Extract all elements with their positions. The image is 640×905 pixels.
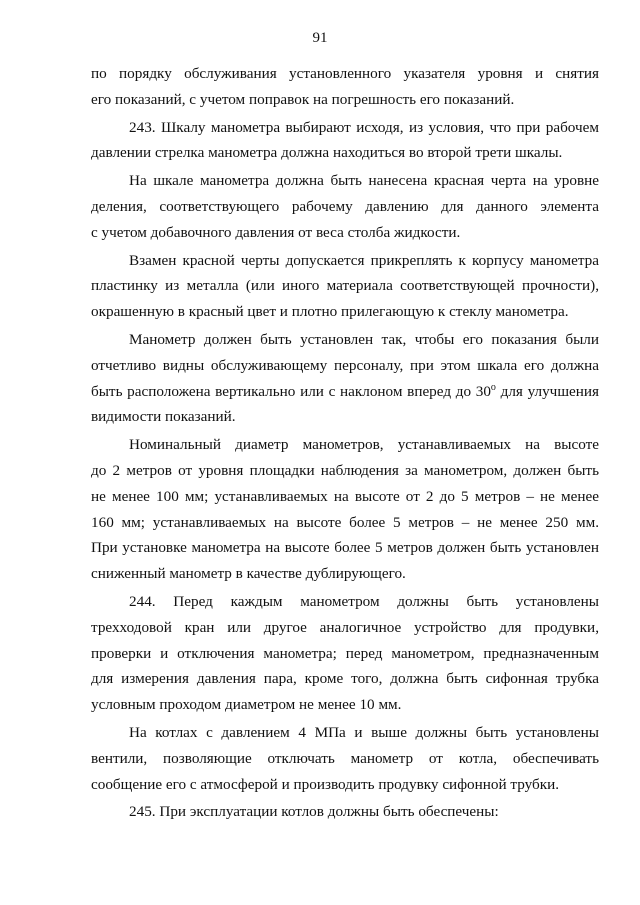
text-line: На шкале манометра должна быть нанесена красная черта на уровне (129, 172, 599, 190)
text-line: видимости показаний. (91, 408, 236, 426)
text-segment: быть расположена вертикально или с наклоном вперед до 30 (91, 382, 491, 400)
paragraph-item-243 (91, 115, 599, 167)
text-line: не менее 100 мм; устанавливаемых на высоте от 2 до 5 метров – не менее (91, 487, 599, 505)
text-line: пластинку из металла (или иного материала соответствующей прочности), (91, 277, 599, 295)
text-line: давлении стрелка манометра должна находиться во второй трети шкалы. (91, 144, 563, 162)
text-line: проверки и отключения манометра; перед манометром, предназначенным (91, 644, 599, 662)
text-line: окрашенную в красный цвет и плотно прилегающую к стеклу манометра. (91, 303, 569, 321)
text-line: 160 мм; устанавливаемых на высоте более 5 метров – не менее 250 мм. (91, 513, 599, 531)
text-line: его показаний, с учетом поправок на погрешность его показаний. (91, 90, 515, 108)
text-line: с учетом добавочного давления от веса столба жидкости. (91, 223, 461, 241)
text-line: вентили, позволяющие отключать манометр от котла, обеспечивать (91, 749, 599, 767)
text-line: сниженный манометр в качестве дублирующего. (91, 565, 406, 583)
text-line: 243. Шкалу манометра выбирают исходя, из условия, что при рабочем (129, 118, 599, 136)
paragraph-item-244 (91, 589, 599, 718)
text-line: отчетливо видны обслуживающему персоналу, при этом шкала его должна (91, 356, 599, 374)
text-segment: для улучшения (495, 382, 599, 400)
text-line: 245. При эксплуатации котлов должны быть обеспечены: (129, 803, 499, 821)
text-line: При установке манометра на высоте более 5 метров должен быть установлен (91, 539, 599, 557)
paragraph (91, 432, 599, 587)
text-line: На котлах с давлением 4 МПа и выше должны быть установлены (129, 723, 599, 741)
text-line: по порядку обслуживания установленного указателя уровня и снятия (91, 65, 599, 82)
text-line: Манометр должен быть установлен так, чтобы его показания были (129, 330, 599, 348)
paragraph-continuation (91, 61, 599, 113)
document-body (91, 61, 599, 825)
text-line: трехходовой кран или другое аналогичное устройство для продувки, (91, 618, 599, 636)
text-line: Номинальный диаметр манометров, устанавливаемых на высоте (129, 436, 599, 454)
text-line: сообщение его с атмосферой и производить продувку сифонной трубки. (91, 775, 560, 793)
text-line-with-degree (91, 379, 599, 405)
paragraph (91, 720, 599, 797)
page-number: 91 (312, 30, 328, 46)
text-line: для измерения давления пара, кроме того, должна быть сифонная трубка (91, 670, 599, 688)
text-line: до 2 метров от уровня площадки наблюдения за манометром, должен быть (91, 461, 599, 479)
text-line: деления, соответствующего рабочему давлению для данного элемента (91, 197, 599, 215)
paragraph (91, 248, 599, 325)
text-line: условным проходом диаметром не менее 10 мм. (91, 696, 402, 714)
text-line: Взамен красной черты допускается прикреплять к корпусу манометра (129, 251, 599, 269)
paragraph-item-245 (91, 799, 599, 825)
paragraph (91, 327, 599, 430)
degree-superscript: o (490, 381, 496, 393)
paragraph (91, 168, 599, 245)
text-line: 244. Перед каждым манометром должны быть установлены (129, 592, 599, 610)
